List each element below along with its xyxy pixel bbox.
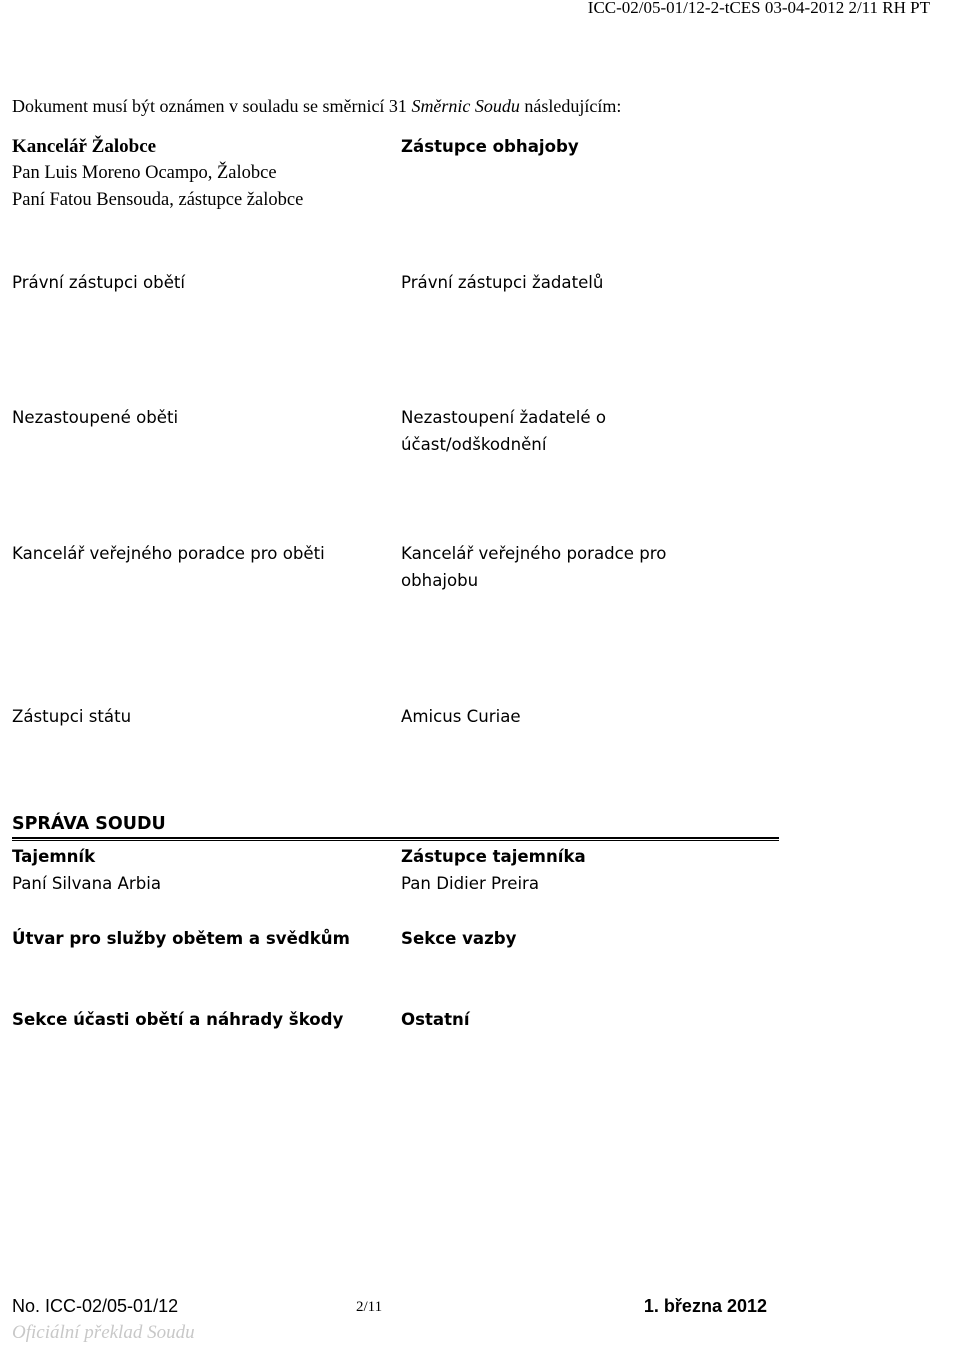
- official-translation-label: Oficiální překlad Soudu: [12, 1322, 195, 1343]
- defence-block: [401, 133, 579, 160]
- opcd-line1: Kancelář veřejného poradce pro: [401, 544, 667, 563]
- amicus-curiae: Amicus Curiae: [401, 707, 521, 726]
- opcv: Kancelář veřejného poradce pro oběti: [12, 544, 325, 563]
- victims-witnesses-unit: Útvar pro služby obětem a svědkům: [12, 929, 350, 948]
- defence-title: Zástupce obhajoby: [401, 137, 579, 156]
- intro-text-end: následujícím:: [519, 96, 622, 116]
- unrepresented-victims: Nezastoupené oběti: [12, 408, 179, 427]
- registrar-title: Tajemník: [12, 847, 96, 866]
- footer-case-number: No. ICC-02/05-01/12: [12, 1296, 179, 1316]
- footer-page-number: 2/11: [356, 1299, 383, 1315]
- applicants-legal-reps: Právní zástupci žadatelů: [401, 273, 604, 292]
- unrepresented-applicants: [401, 404, 606, 458]
- registry-divider: [12, 837, 779, 841]
- notification-intro: [12, 96, 621, 117]
- deputy-registrar-block: [401, 843, 586, 897]
- detention-section: Sekce vazby: [401, 929, 517, 948]
- states-representatives: Zástupci státu: [12, 707, 132, 726]
- deputy-registrar-title: Zástupce tajemníka: [401, 847, 586, 866]
- deputy-registrar-name: Pan Didier Preira: [401, 874, 540, 893]
- deputy-prosecutor-name: Paní Fatou Bensouda, zástupce žalobce: [12, 190, 304, 210]
- footer-date: 1. března 2012: [643, 1296, 767, 1316]
- prosecutor-block: [12, 133, 303, 214]
- opcd: [401, 540, 666, 594]
- registrar-name: Paní Silvana Arbia: [12, 874, 162, 893]
- other-section: Ostatní: [401, 1010, 470, 1029]
- prosecutor-name: Pan Luis Moreno Ocampo, Žalobce: [12, 163, 277, 183]
- document-reference-header: ICC-02/05-01/12-2-tCES 03-04-2012 2/11 RH PT: [587, 0, 930, 17]
- intro-italic: Směrnic Soudu: [411, 96, 520, 116]
- prosecutor-title: Kancelář Žalobce: [12, 136, 157, 157]
- unrepresented-applicants-line1: Nezastoupení žadatelé o: [401, 408, 607, 427]
- intro-text: Dokument musí být oznámen v souladu se směrnicí 31: [12, 96, 412, 116]
- victims-participation-section: Sekce účasti obětí a náhrady škody: [12, 1010, 344, 1029]
- registrar-block: [12, 843, 161, 897]
- registry-heading: SPRÁVA SOUDU: [12, 814, 166, 834]
- unrepresented-applicants-line2: účast/odškodnění: [401, 435, 547, 454]
- victims-legal-reps: Právní zástupci obětí: [12, 273, 186, 292]
- opcd-line2: obhajobu: [401, 571, 479, 590]
